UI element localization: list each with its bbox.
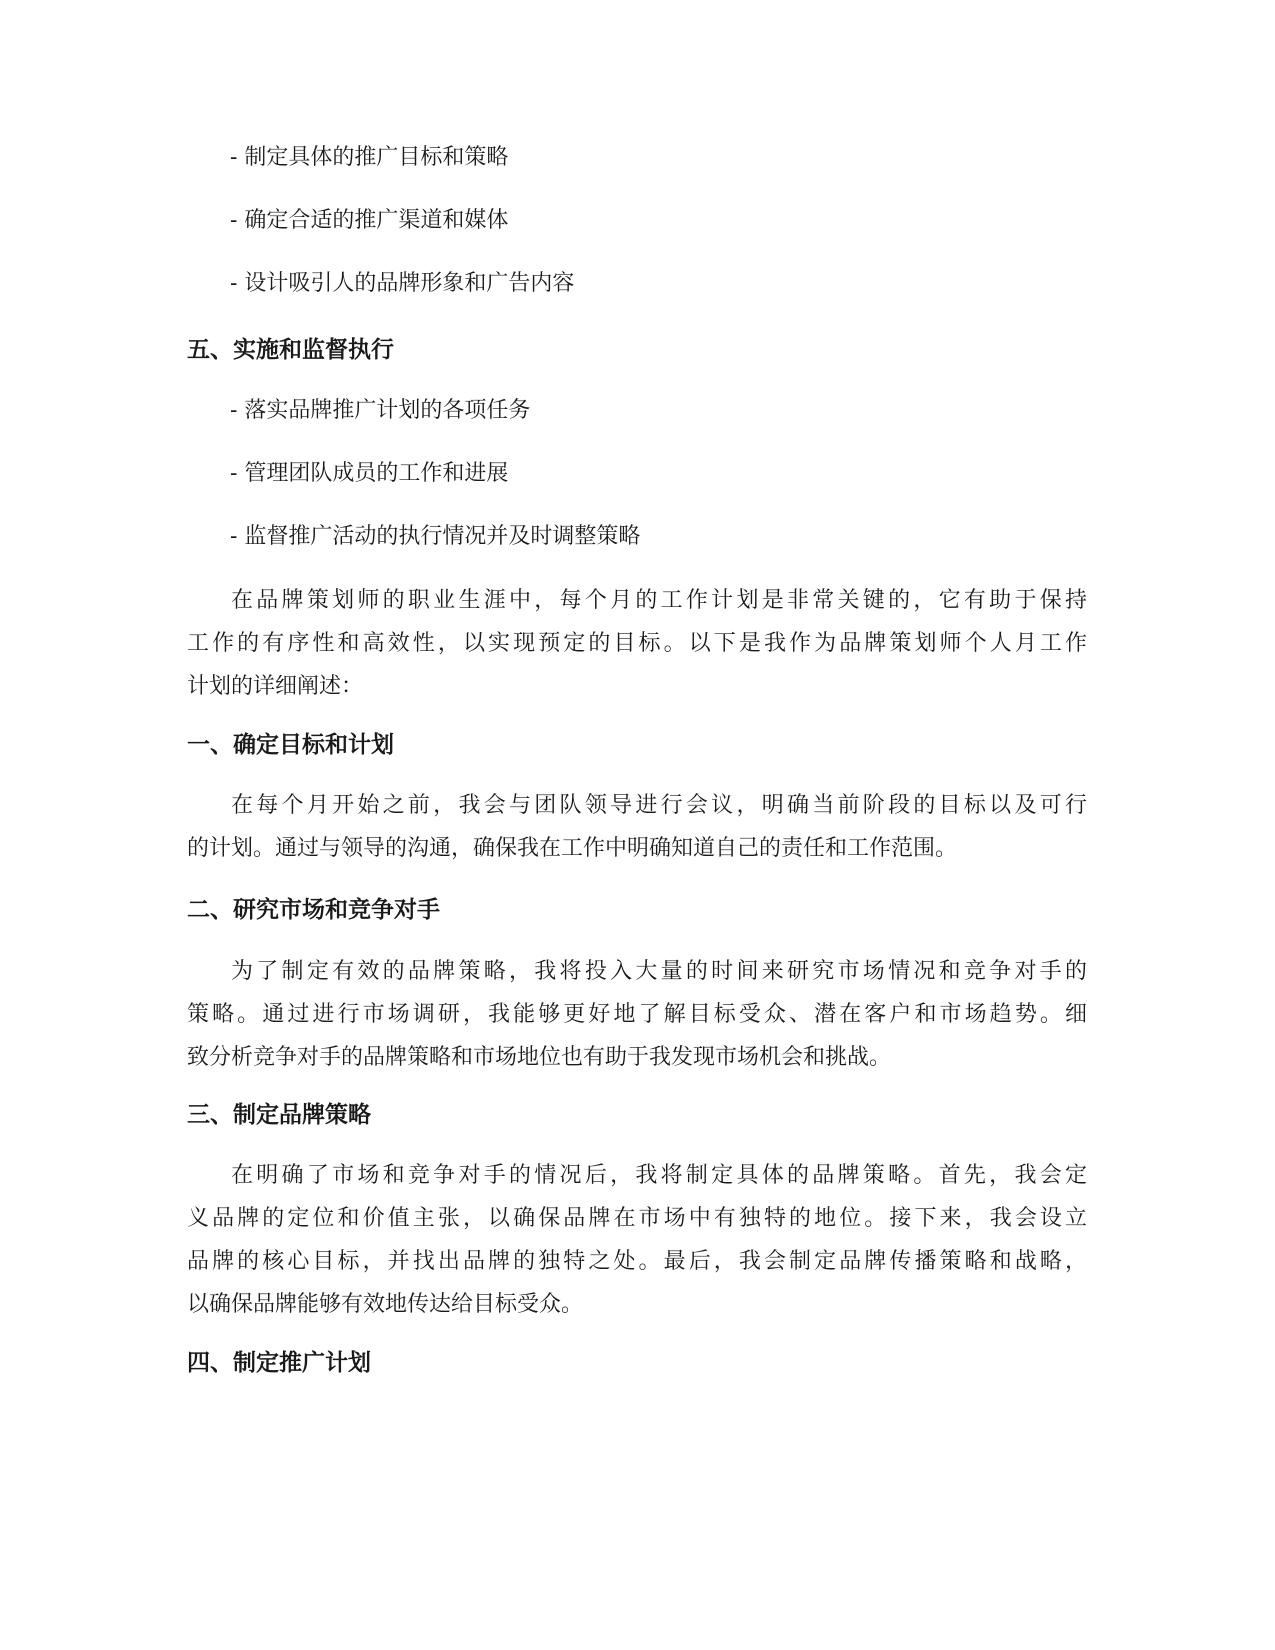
paragraph-line: 在每个月开始之前，我会与团队领导进行会议，明确当前阶段的目标以及可行 [231,793,1087,818]
paragraph-line: 工作的有序性和高效性，以实现预定的目标。以下是我作为品牌策划师个人月工作 [187,631,1087,656]
section-heading: 五、实施和监督执行 [187,337,394,363]
intro-paragraph [187,579,1087,708]
list-item: - 监督推广活动的执行情况并及时调整策略 [230,524,641,549]
paragraph-line: 在明确了市场和竞争对手的情况后，我将制定具体的品牌策略。首先，我会定 [231,1163,1087,1188]
section-heading: 四、制定推广计划 [187,1350,371,1376]
section-paragraph [187,784,1087,870]
paragraph-line: 致分析竞争对手的品牌策略和市场地位也有助于我发现市场机会和挑战。 [187,1045,892,1070]
paragraph-line: 计划的详细阐述： [187,674,364,699]
list-item: - 确定合适的推广渠道和媒体 [230,208,509,233]
paragraph-line: 以确保品牌能够有效地传达给目标受众。 [187,1292,584,1317]
section-heading: 二、研究市场和竞争对手 [187,897,440,923]
paragraph-line: 义品牌的定位和价值主张，以确保品牌在市场中有独特的地位。接下来，我会设立 [187,1206,1087,1231]
paragraph-line: 策略。通过进行市场调研，我能够更好地了解目标受众、潜在客户和市场趋势。细 [187,1002,1087,1027]
list-item: - 落实品牌推广计划的各项任务 [230,398,531,423]
list-item: - 制定具体的推广目标和策略 [230,145,509,170]
list-item: - 管理团队成员的工作和进展 [230,461,509,486]
paragraph-line: 的计划。通过与领导的沟通，确保我在工作中明确知道自己的责任和工作范围。 [187,836,958,861]
list-item: - 设计吸引人的品牌形象和广告内容 [230,271,575,296]
section-paragraph [187,1154,1087,1326]
paragraph-line: 在品牌策划师的职业生涯中，每个月的工作计划是非常关键的，它有助于保持 [231,588,1087,613]
section-heading: 三、制定品牌策略 [187,1102,371,1128]
section-paragraph [187,950,1087,1079]
paragraph-line: 为了制定有效的品牌策略，我将投入大量的时间来研究市场情况和竞争对手的 [231,959,1087,984]
paragraph-line: 品牌的核心目标，并找出品牌的独特之处。最后，我会制定品牌传播策略和战略， [187,1249,1087,1274]
section-heading: 一、确定目标和计划 [187,732,394,758]
